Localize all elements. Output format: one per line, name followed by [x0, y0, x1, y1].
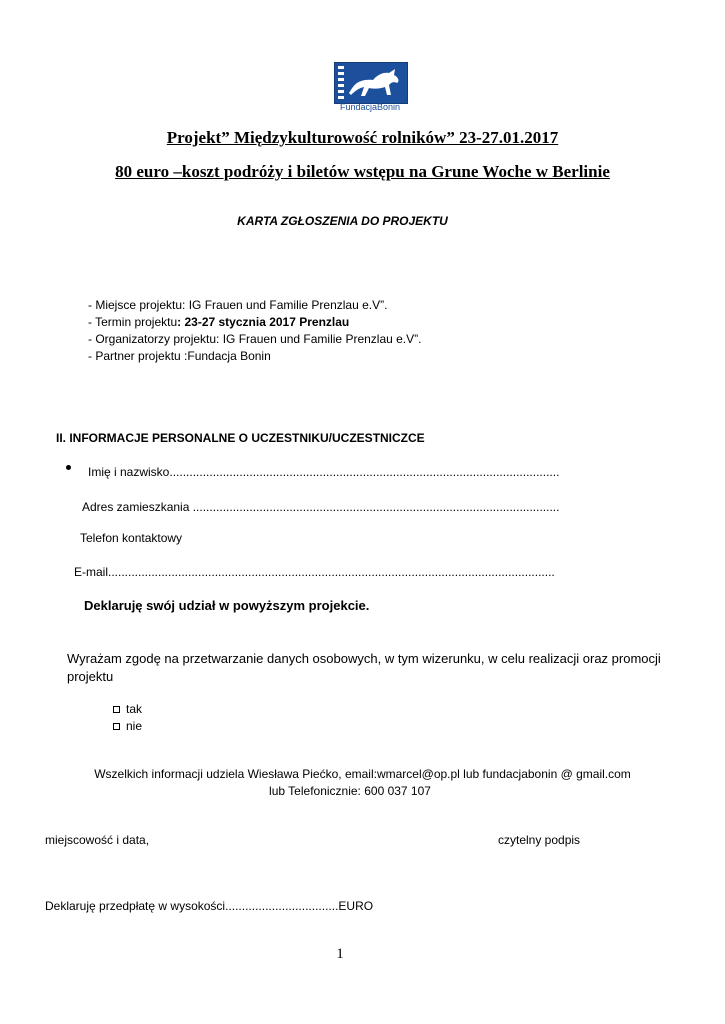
logo-emblem [334, 62, 408, 104]
foundation-logo [334, 62, 406, 112]
phone-field[interactable]: Telefon kontaktowy [80, 531, 183, 545]
participation-declaration: Deklaruję swój udział w powyższym projekcie. [84, 598, 370, 613]
consent-yes-label: tak [126, 702, 143, 716]
horse-icon [345, 65, 405, 101]
filmstrip-decoration [338, 66, 344, 100]
consent-yes-checkbox[interactable] [113, 706, 120, 713]
signature-label: czytelny podpis [498, 833, 581, 847]
project-title: Projekt” Międzykulturowość rolników” 23-27.01.2017 [166, 128, 559, 147]
contact-phone: lub Telefonicznie: 600 037 107 [269, 784, 431, 798]
project-organizers: - Organizatorzy projektu: IG Frauen und Familie Prenzlau e.V”. [88, 332, 422, 346]
project-partner: - Partner projektu :Fundacja Bonin [88, 349, 271, 363]
name-field[interactable]: Imię i nazwisko..................................................................................................................... [88, 465, 560, 479]
page-number: 1 [336, 946, 344, 962]
section-title: II. INFORMACJE PERSONALNE O UCZESTNIKU/UCZESTNICZCE [56, 431, 425, 445]
consent-no-label: nie [126, 719, 143, 733]
consent-text: Wyrażam zgodę na przetwarzanie danych osobowych, w tym wizerunku, w celu realizacji oraz promocji projektu [67, 651, 661, 684]
bullet-icon [66, 465, 71, 470]
project-dates [88, 315, 349, 329]
place-date-label: miejscowość i data, [45, 833, 150, 847]
project-dates-label: - Termin projektu [88, 315, 178, 329]
consent-no-checkbox[interactable] [113, 723, 120, 730]
project-location: - Miejsce projektu: IG Frauen und Familie Prenzlau e.V”. [88, 298, 388, 312]
form-title: KARTA ZGŁOSZENIA DO PROJEKTU [237, 214, 448, 228]
contact-info: Wszelkich informacji udziela Wiesława Piećko, email:wmarcel@op.pl lub fundacjabonin @ gmail.com [94, 767, 631, 781]
email-field[interactable]: E-mail...................................................................................................................................... [74, 565, 555, 579]
address-field[interactable]: Adres zamieszkania .............................................................................................................. [82, 500, 560, 514]
logo-text: FundacjaBonin [339, 102, 401, 112]
project-subtitle: 80 euro –koszt podróży i biletów wstępu na Grune Woche w Berlinie [115, 162, 610, 181]
project-dates-value: : 23-27 stycznia 2017 Prenzlau [177, 315, 350, 329]
prepayment-field[interactable]: Deklaruję przedpłatę w wysokości..................................EURO [45, 899, 374, 913]
